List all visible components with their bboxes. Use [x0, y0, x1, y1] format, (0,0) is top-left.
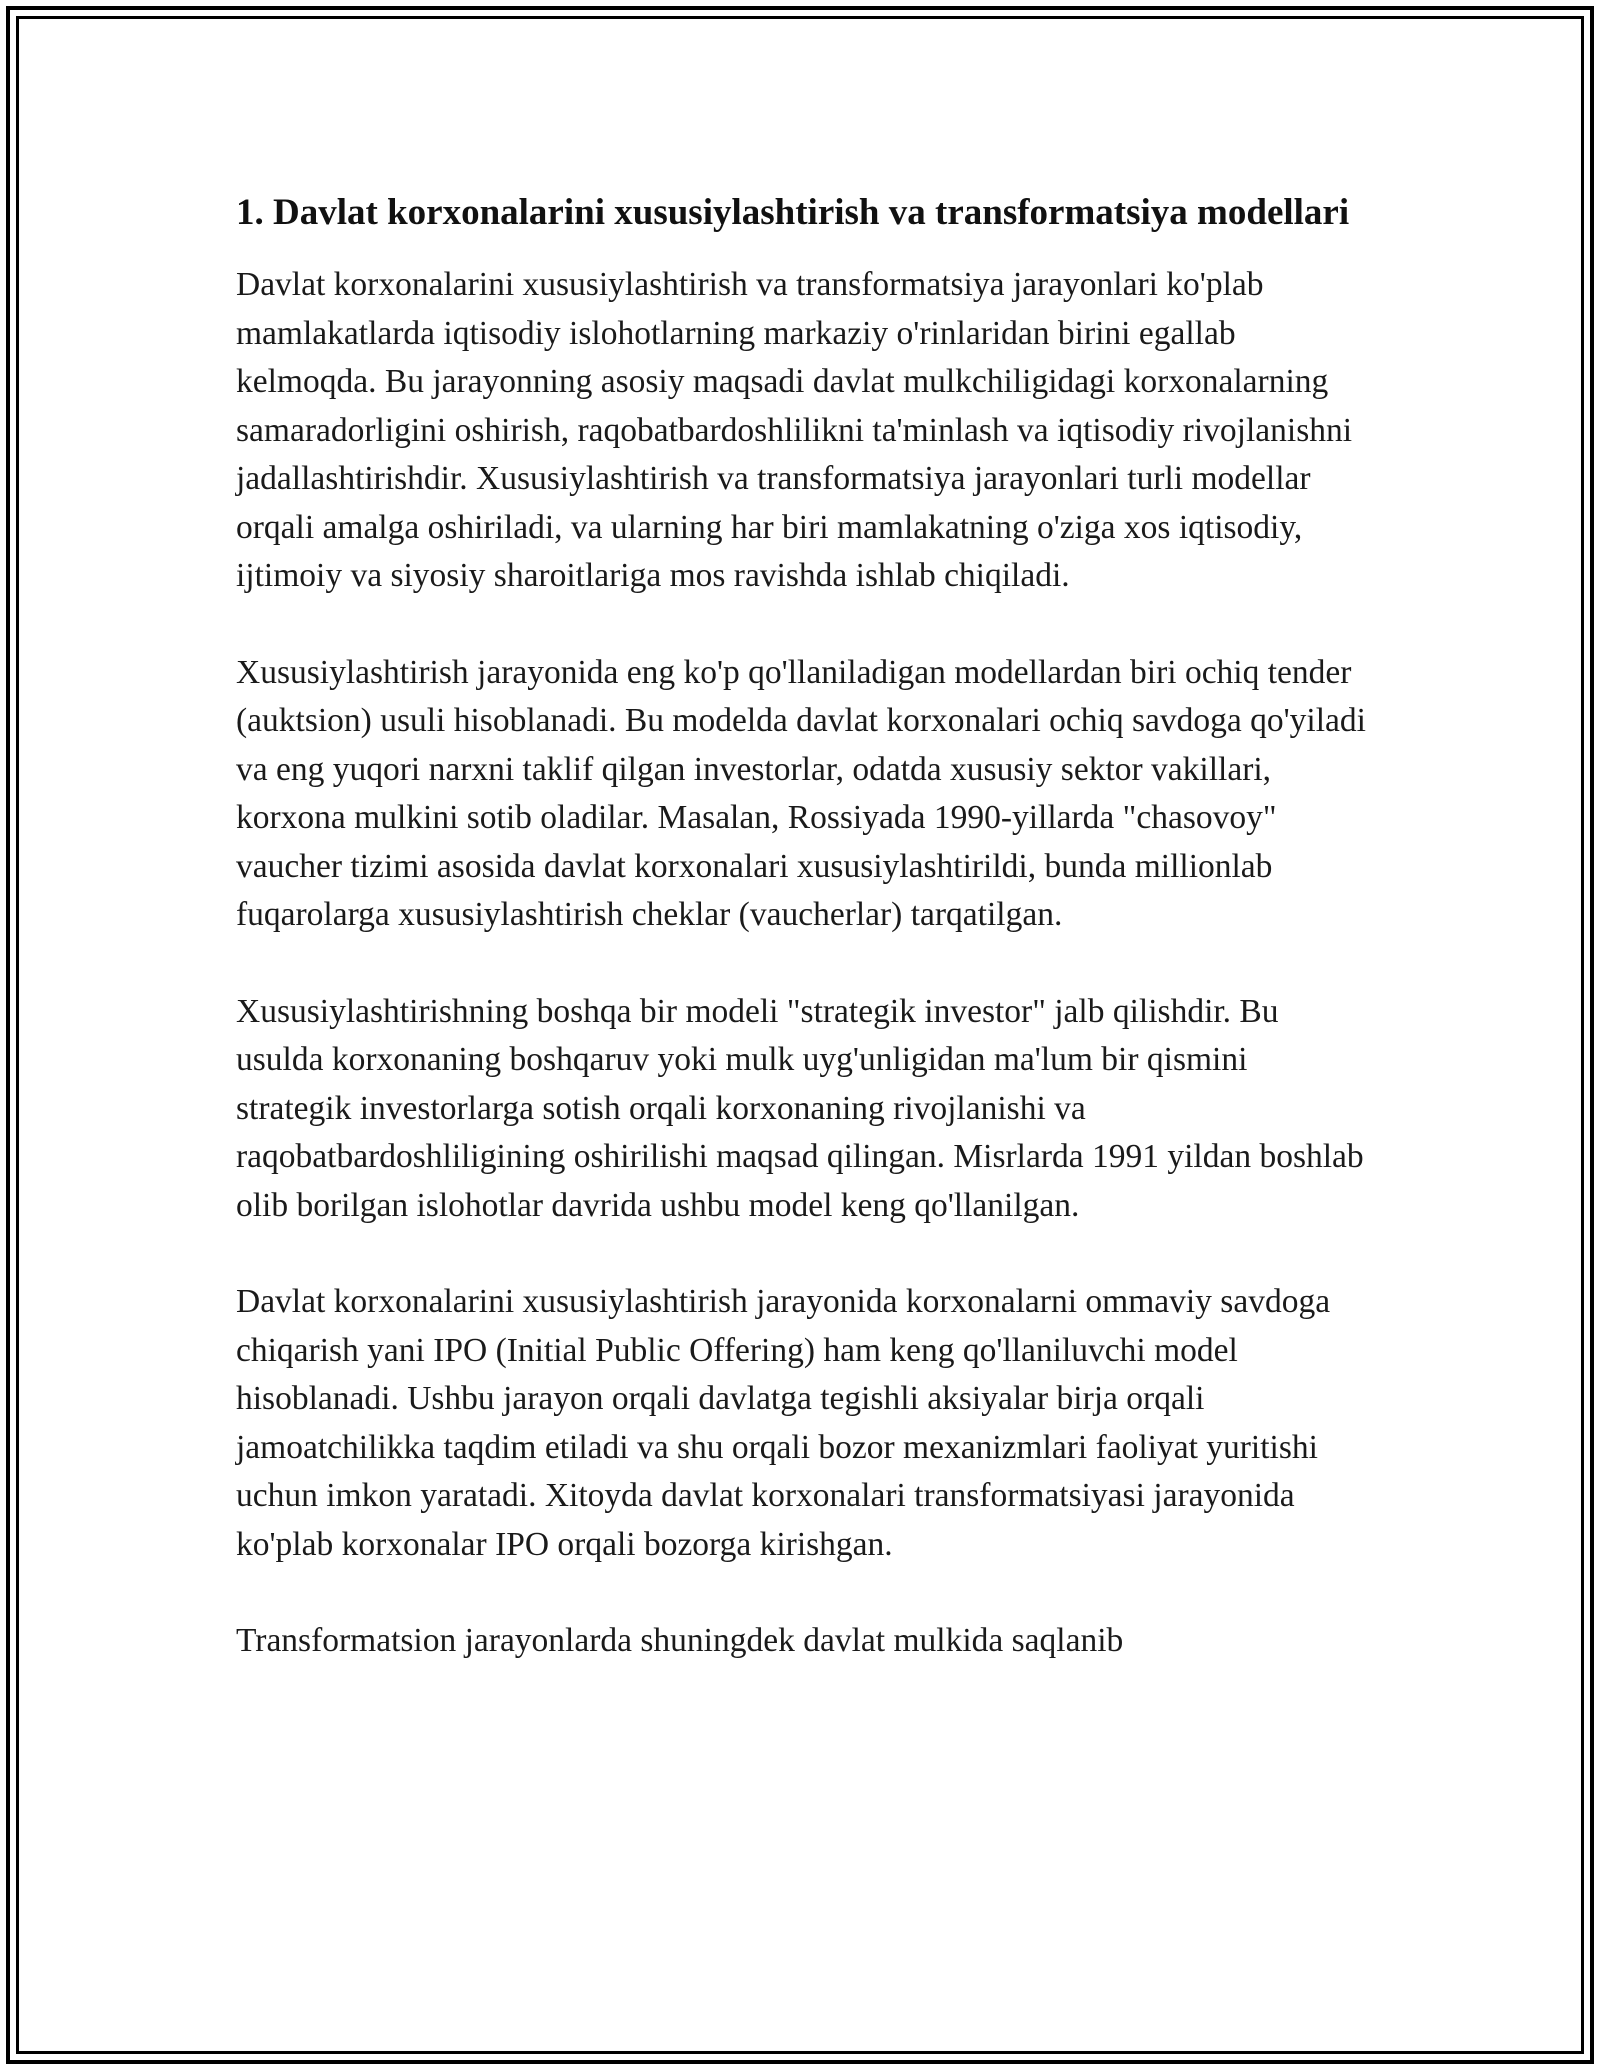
paragraph-ipo: Davlat korxonalarini xususiylashtirish jarayonida korxonalarni ommaviy savdoga chiqarish yani IPO (Initial Public Offering) ham keng qo'llaniluvchi model hisoblanadi. Ushbu jarayon orqali davlatga tegishli aksiyalar birja orqali jamoatchilikka taqdim etiladi va shu orqali bozor mexanizmlari faoliyat yuritishi uchun imkon yaratadi. Xitoyda davlat korxonalari transformatsiyasi jarayonida ko'plab korxonalar IPO orqali bozorga kirishgan. [236, 1283, 1331, 1563]
document-body [236, 186, 1366, 1714]
paragraph-intro: Davlat korxonalarini xususiylashtirish va transformatsiya jarayonlari ko'plab mamlakatlarda iqtisodiy islohotlarning markaziy o'rinlaridan birini egallab kelmoqda. Bu jarayonning asosiy maqsadi davlat mulkchiligidagi korxonalarning samaradorligini oshirish, raqobatbardoshlilikni ta'minlash va iqtisodiy rivojlanishni jadallashtirishdir. Xususiylashtirish va transformatsiya jarayonlari turli modellar orqali amalga oshiriladi, va ularning har biri mamlakatning o'ziga xos iqtisodiy, ijtimoiy va siyosiy sharoitlariga mos ravishda ishlab chiqiladi. [236, 266, 1353, 594]
paragraph-open-tender: Xususiylashtirish jarayonida eng ko'p qo'llaniladigan modellardan biri ochiq tender (auktsion) usuli hisoblanadi. Bu modelda davlat korxonalari ochiq savdoga qo'yiladi va eng yuqori narxni taklif qilgan investorlar, odatda xususiy sektor vakillari, korxona mulkini sotib oladilar. Masalan, Rossiyada 1990-yillarda "chasovoy" vaucher tizimi asosida davlat korxonalari xususiylashtirildi, bunda millionlab fuqarolarga xususiylashtirish cheklar (vaucherlar) tarqatilgan. [236, 653, 1366, 933]
section-heading: 1. Davlat korxonalarini xususiylashtirish va transformatsiya modellari [236, 192, 1350, 233]
paragraph-transformation: Transformatsion jarayonlarda shuningdek davlat mulkida saqlanib [236, 1622, 1124, 1659]
paragraph-strategic-investor: Xususiylashtirishning boshqa bir modeli "strategik investor" jalb qilishdir. Bu usulda korxonaning boshqaruv yoki mulk uyg'unligidan ma'lum bir qismini strategik investorlarga sotish orqali korxonaning rivojlanishi va raqobatbardoshliligining oshirilishi maqsad qilingan. Misrlarda 1991 yildan boshlab olib borilgan islohotlar davrida ushbu model keng qo'llanilgan. [236, 992, 1364, 1224]
